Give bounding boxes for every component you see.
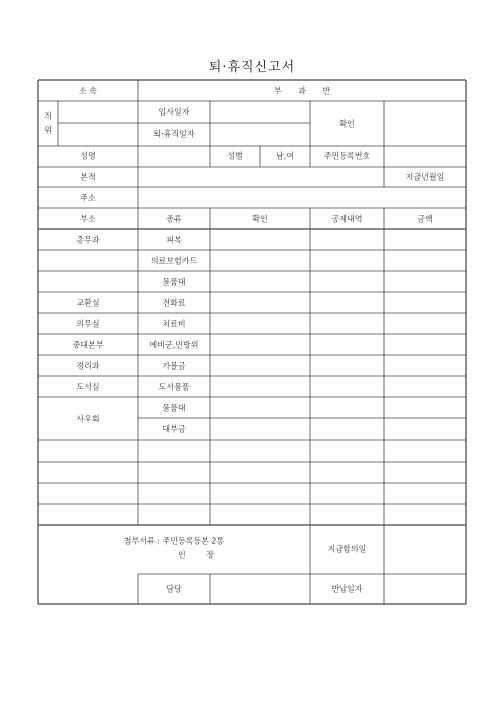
table-row: [162, 424, 185, 434]
hire-date-label: 입사일자: [158, 107, 190, 117]
in-charge-label: 담당: [166, 584, 182, 594]
resident-number-label: 주민등록번호: [323, 151, 371, 161]
column-header-amount: 금액: [417, 214, 433, 224]
position-char-2: 위: [44, 125, 52, 135]
column-header-dept: 부소: [80, 214, 96, 224]
row-item: 대부금: [162, 424, 186, 434]
column-header-deduction: 공제내역: [331, 214, 363, 224]
row-dept: 교환실: [76, 298, 100, 308]
name-label: 성명: [80, 151, 96, 161]
row-dept: 의무실: [76, 319, 100, 329]
row-dept: 중대본부: [72, 340, 104, 350]
table-row: [76, 319, 185, 329]
column-header-type: 종류: [166, 214, 182, 224]
row-item: 치료비: [162, 319, 186, 329]
sex-label: 성별: [227, 151, 243, 161]
row-item: 물품대: [162, 403, 186, 413]
table-row: [73, 340, 199, 350]
form-title: 퇴·휴직신고서: [208, 60, 296, 75]
table-row: [76, 298, 185, 308]
table-row: [151, 256, 198, 266]
row-dept: 총무과: [76, 235, 100, 245]
return-date-label: 반납일자: [331, 584, 363, 594]
column-header-confirm: 확인: [252, 214, 268, 224]
department-label: 부 과 반: [273, 86, 331, 96]
row-item: 의료보험카드: [150, 256, 198, 266]
affiliation-label: 소 속: [79, 86, 97, 96]
table-row: [76, 382, 189, 392]
address-label: 주소: [80, 193, 96, 203]
table-row: [76, 235, 182, 245]
payment-date-label: 지급년월일: [405, 172, 445, 182]
table-row: [76, 361, 185, 371]
attachments-line-2: 인 장: [178, 550, 214, 560]
attachments-line-1: 첨부서류 : 주민등록등본 2통: [123, 536, 225, 546]
merged-dept-label: 사우회: [76, 414, 100, 424]
row-item: 가불금: [162, 361, 186, 371]
row-item: 전화료: [162, 298, 186, 308]
row-dept: 경리과: [76, 361, 100, 371]
row-item: 피복: [166, 235, 182, 245]
row-item: 물품대: [162, 277, 186, 287]
row-item: 도서물품: [158, 382, 190, 392]
position-char-1: 직: [44, 111, 52, 121]
payment-agreement-label: 지급합의일: [327, 544, 367, 554]
table-row: [162, 277, 185, 287]
confirm-label: 확인: [339, 119, 355, 129]
leave-date-label: 퇴·휴직일자: [153, 129, 195, 139]
table-row: [162, 403, 185, 413]
row-dept: 도서실: [76, 382, 100, 392]
sex-value: 남,여: [276, 151, 294, 161]
domicile-label: 본적: [80, 172, 96, 182]
row-item: 예비군,민방위: [149, 340, 199, 350]
